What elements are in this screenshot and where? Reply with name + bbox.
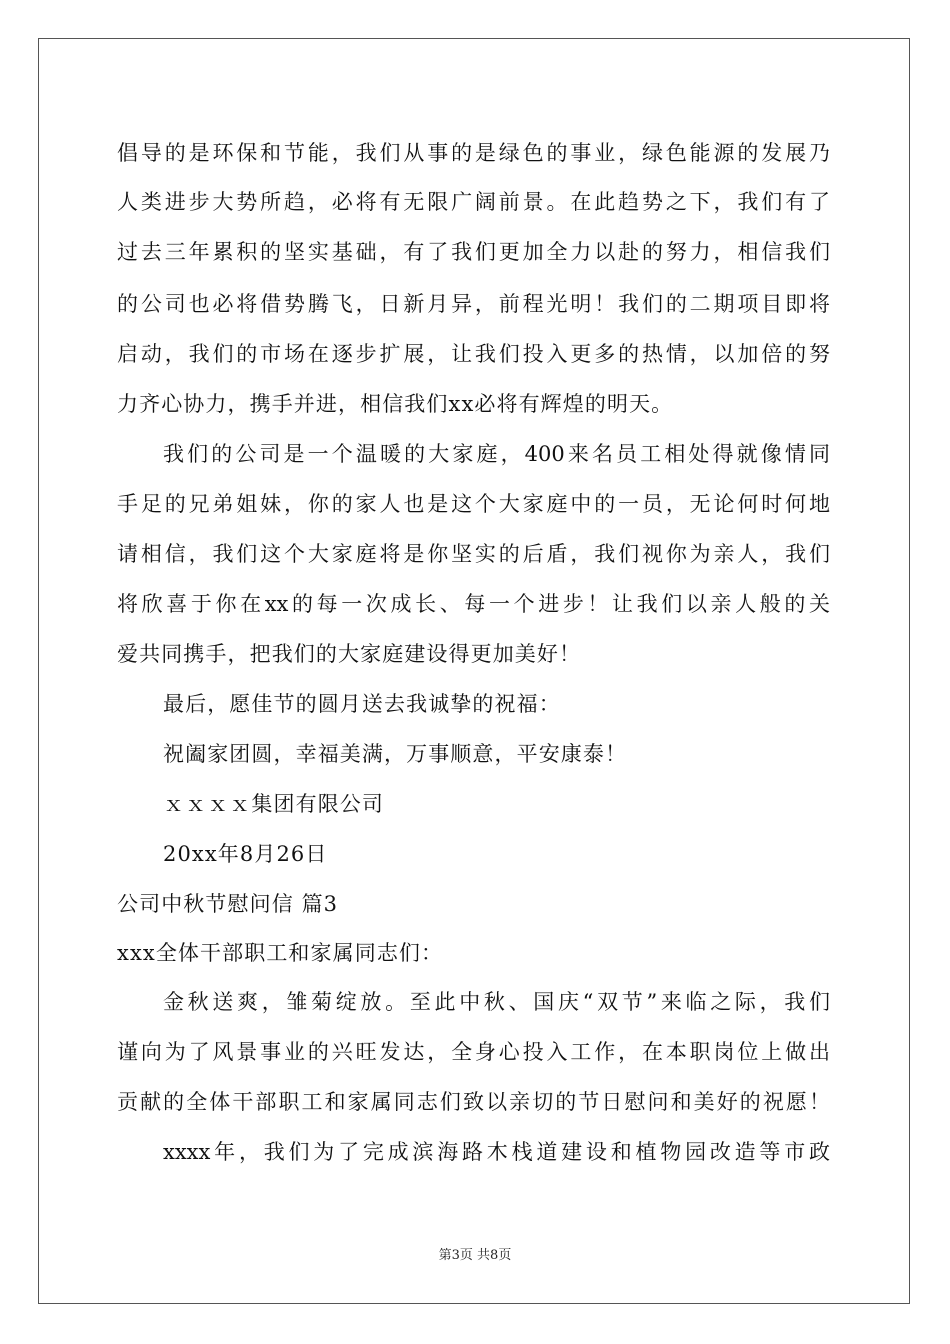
body-line: 爱共同携手，把我们的大家庭建设得更加美好！ xyxy=(117,642,582,666)
body-line: 将欣喜于你在xx的每一次成长、每一个进步！让我们以亲人般的关 xyxy=(117,592,830,616)
signature-date: 20xx年8月26日 xyxy=(163,842,328,866)
body-line: 最后，愿佳节的圆月送去我诚挚的祝福： xyxy=(163,692,561,716)
body-line: 人类进步大势所趋，必将有无限广阔前景。在此趋势之下，我们有了 xyxy=(117,190,830,214)
body-line: 祝阖家团圆，幸福美满，万事顺意，平安康泰！ xyxy=(163,742,628,766)
body-line: 我们的公司是一个温暖的大家庭，400来名员工相处得就像情同 xyxy=(163,442,830,466)
body-line: 倡导的是环保和节能，我们从事的是绿色的事业，绿色能源的发展乃 xyxy=(117,141,830,165)
body-line: 的公司也必将借势腾飞，日新月异，前程光明！我们的二期项目即将 xyxy=(117,292,830,316)
salutation: xxx全体干部职工和家属同志们： xyxy=(117,941,444,965)
body-line: 谨向为了风景事业的兴旺发达，全身心投入工作，在本职岗位上做出 xyxy=(117,1040,830,1064)
signature-company: ｘｘｘｘ集团有限公司 xyxy=(163,792,384,816)
body-line: 力齐心协力，携手并进，相信我们xx必将有辉煌的明天。 xyxy=(117,392,674,416)
body-line: 请相信，我们这个大家庭将是你坚实的后盾，我们视你为亲人，我们 xyxy=(117,542,830,566)
body-line: 贡献的全体干部职工和家属同志们致以亲切的节日慰问和美好的祝愿！ xyxy=(117,1090,830,1114)
body-line: 启动，我们的市场在逐步扩展，让我们投入更多的热情，以加倍的努 xyxy=(117,342,830,366)
section-heading: 公司中秋节慰问信 篇3 xyxy=(117,892,339,916)
body-line: 过去三年累积的坚实基础，有了我们更加全力以赴的努力，相信我们 xyxy=(117,240,830,264)
body-line: xxxx年，我们为了完成滨海路木栈道建设和植物园改造等市政 xyxy=(163,1140,830,1164)
body-line: 手足的兄弟姐妹，你的家人也是这个大家庭中的一员，无论何时何地 xyxy=(117,492,830,516)
body-line: 金秋送爽，雏菊绽放。至此中秋、国庆“双节”来临之际，我们 xyxy=(163,990,830,1014)
page-number: 第3页 共8页 xyxy=(438,1248,512,1263)
